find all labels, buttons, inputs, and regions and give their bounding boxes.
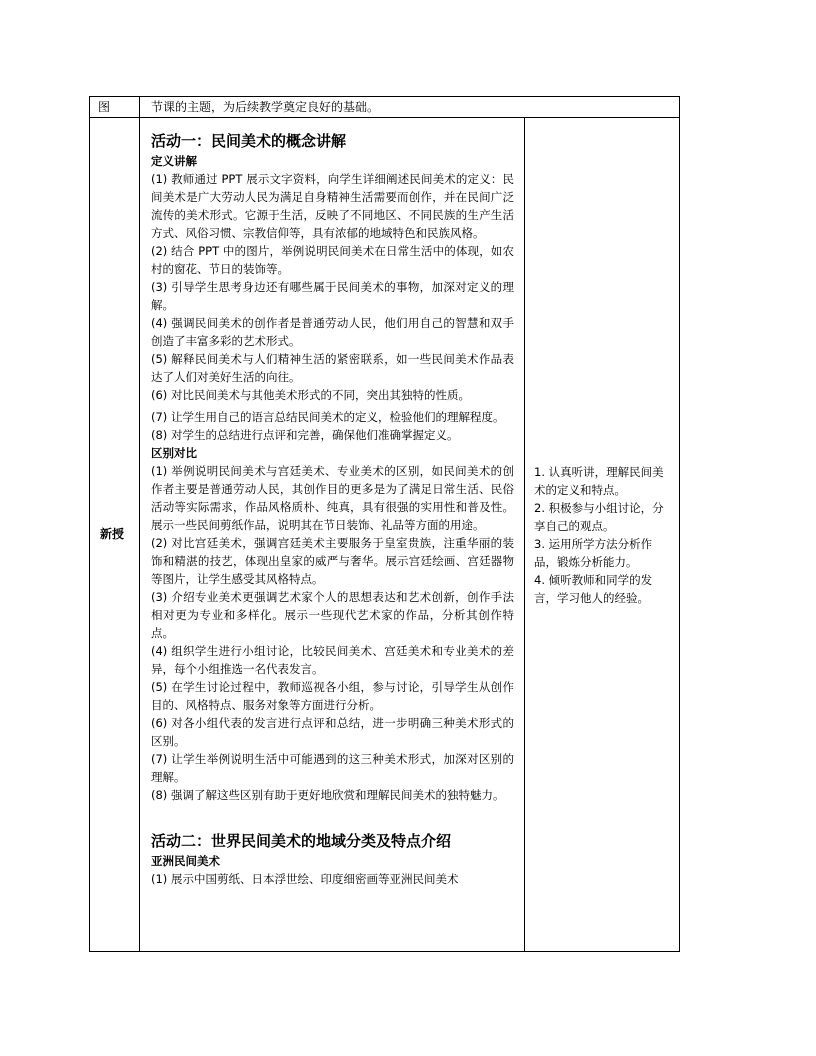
list-item: (6) 对各小组代表的发言进行点评和总结，进一步明确三种美术形式的区别。 <box>151 716 514 748</box>
list-item: (4) 组织学生进行小组讨论，比较民间美术、宫廷美术和专业美术的差异，每个小组推选一名代表发言。 <box>151 644 514 676</box>
table-row-new-lesson <box>90 118 679 951</box>
list-item: 3. 运用所学方法分析作品，锻炼分析能力。 <box>534 537 653 569</box>
activity2-title: 活动二：世界民间美术的地域分类及特点介绍 <box>151 832 452 850</box>
row-label-cell: 图 <box>90 97 140 117</box>
list-item: (5) 在学生讨论过程中，教师巡视各小组，参与讨论，引导学生从创作目的、风格特点、服务对象等方面进行分析。 <box>151 680 514 712</box>
list-item: (2) 结合 PPT 中的图片，举例说明民间美术在日常生活中的体现，如农村的窗花、节日的装饰等。 <box>151 244 514 276</box>
list-item: 2. 积极参与小组讨论，分享自己的观点。 <box>534 501 664 533</box>
list-item: 1. 认真听讲，理解民间美术的定义和特点。 <box>534 465 664 497</box>
list-item: (3) 介绍专业美术更强调艺术家个人的思想表达和艺术创新，创作手法相对更为专业和多样化。展示一些现代艺术家的作品，分析其创作特点。 <box>151 590 514 640</box>
activity1-subheading-definition: 定义讲解 <box>151 154 197 168</box>
teacher-activity-cell <box>140 118 525 951</box>
lesson-plan-table <box>89 96 680 952</box>
list-item: 4. 倾听教师和同学的发言，学习他人的经验。 <box>534 573 653 605</box>
list-item: (8) 对学生的总结进行点评和完善，确保他们准确掌握定义。 <box>151 428 459 442</box>
list-item: (1) 举例说明民间美术与宫廷美术、专业美术的区别，如民间美术的创作者主要是普通劳动人民，其创作目的更多是为了满足日常生活、民俗活动等实际需求，作品风格质朴、纯真，具有很强的实用性和普及性。展示一些民间剪纸作品，说明其在节日装饰、礼品等方面的用途。 <box>151 464 514 532</box>
activity2-subheading-asia: 亚洲民间美术 <box>151 854 220 868</box>
list-item: (1) 教师通过 PPT 展示文字资料，向学生详细阐述民间美术的定义：民间美术是广大劳动人民为满足自身精神生活需要而创作，并在民间广泛流传的美术形式。它源于生活，反映了不同地区、不同民族的生产生活方式、风俗习惯、宗教信仰等，具有浓郁的地域特色和民族风格。 <box>151 172 514 240</box>
section-label: 新授 <box>100 527 125 541</box>
activity1-subheading-comparison: 区别对比 <box>151 446 197 460</box>
list-item: (7) 让学生用自己的语言总结民间美术的定义，检验他们的理解程度。 <box>151 410 505 424</box>
list-item: (8) 强调了解这些区别有助于更好地欣赏和理解民间美术的独特魅力。 <box>151 788 505 802</box>
row-text-cell: 节课的主题，为后续教学奠定良好的基础。 <box>151 100 380 114</box>
list-item: (5) 解释民间美术与人们精神生活的紧密联系，如一些民间美术作品表达了人们对美好生活的向往。 <box>151 352 514 384</box>
list-item: (4) 强调民间美术的创作者是普通劳动人民，他们用自己的智慧和双手创造了丰富多彩的艺术形式。 <box>151 316 514 348</box>
list-item: (3) 引导学生思考身边还有哪些属于民间美术的事物，加深对定义的理解。 <box>151 280 514 312</box>
teacher-activity-content <box>151 130 514 888</box>
student-activity-list <box>534 463 674 607</box>
table-row-top <box>90 97 679 118</box>
activity1-title: 活动一：民间美术的概念讲解 <box>151 132 347 150</box>
section-label-cell <box>90 118 140 951</box>
list-item: (1) 展示中国剪纸、日本浮世绘、印度细密画等亚洲民间美术 <box>151 872 459 886</box>
list-item: (6) 对比民间美术与其他美术形式的不同，突出其独特的性质。 <box>151 388 470 402</box>
list-item: (7) 让学生举例说明生活中可能遇到的这三种美术形式，加深对区别的理解。 <box>151 752 514 784</box>
student-activity-cell <box>525 118 679 951</box>
list-item: (2) 对比宫廷美术，强调宫廷美术主要服务于皇室贵族，注重华丽的装饰和精湛的技艺，体现出皇家的威严与奢华。展示宫廷绘画、宫廷器物等图片，让学生感受其风格特点。 <box>151 536 514 586</box>
